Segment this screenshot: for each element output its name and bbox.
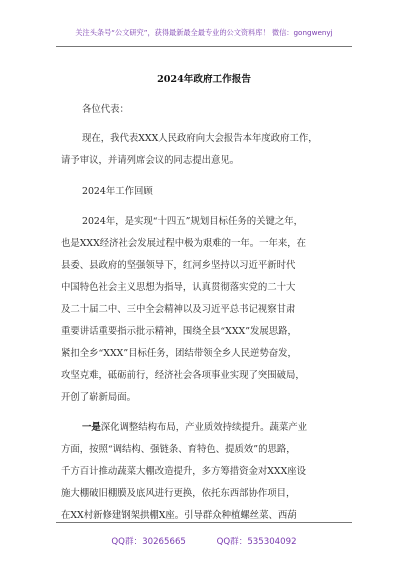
review-line: 中国特色社会主义思想为指导，认真贯彻落实党的二十大 bbox=[61, 282, 296, 293]
point-one-line: 在XX村新修建钢架拱棚X座。引导群众种植螺丝菜、西葫 bbox=[61, 510, 297, 521]
point-one-line: 千方百计推动蔬菜大棚改造提升，多方筹措资金对XXX座设 bbox=[61, 466, 307, 477]
point-one-line: 方面，按照“调结构、强链条、育特色、提质效”的思路， bbox=[61, 444, 296, 455]
footer-divider bbox=[56, 522, 352, 523]
footer bbox=[0, 535, 408, 547]
intro-line: 请予审议，并请列席会议的同志提出意见。 bbox=[61, 155, 240, 166]
point-one-line: 施大棚破旧棚膜及底风进行更换，依托东西部协作项目， bbox=[61, 488, 296, 499]
review-line: 及二十届二中、三中全会精神以及习近平总书记视察甘肃 bbox=[61, 304, 296, 315]
review-line: 重要讲话重要指示批示精神，围绕全县“XXX”发展思路， bbox=[61, 326, 297, 337]
intro-line: 现在，我代表XXX人民政府向大会报告本年度政府工作， bbox=[82, 133, 318, 144]
document-title: 2024年政府工作报告 bbox=[157, 74, 251, 85]
header-divider bbox=[56, 46, 352, 47]
section-heading: 2024年工作回顾 bbox=[82, 186, 153, 197]
review-line: 紧扣全乡“XXX”目标任务，团结带领全乡人民逆势奋发， bbox=[61, 348, 297, 359]
point-one-label: 一是 bbox=[82, 422, 101, 433]
point-one-line bbox=[82, 417, 307, 439]
review-line: 县委、县政府的坚强领导下，红河乡坚持以习近平新时代 bbox=[61, 260, 296, 271]
footer-qq-group-1: QQ群：30265665 bbox=[111, 537, 186, 547]
header-note: 关注头条号“公文研究”，获得最新最全最专业的公文资料库！ 微信：gongwenyj bbox=[75, 28, 333, 37]
footer-qq-group-2: QQ群：535304092 bbox=[216, 537, 297, 547]
review-line: 攻坚克难，砥砺前行，经济社会各项事业实现了突围破局， bbox=[61, 370, 305, 381]
salutation: 各位代表： bbox=[82, 104, 129, 115]
point-one-text: 深化调整结构布局，产业质效持续提升。蔬菜产业 bbox=[100, 422, 308, 433]
review-line: 2024年，是实现“十四五”规划目标任务的关键之年， bbox=[82, 216, 303, 227]
review-line: 也是XXX经济社会发展过程中极为艰难的一年。一年来，在 bbox=[61, 238, 307, 249]
review-line: 开创了崭新局面。 bbox=[61, 392, 137, 403]
